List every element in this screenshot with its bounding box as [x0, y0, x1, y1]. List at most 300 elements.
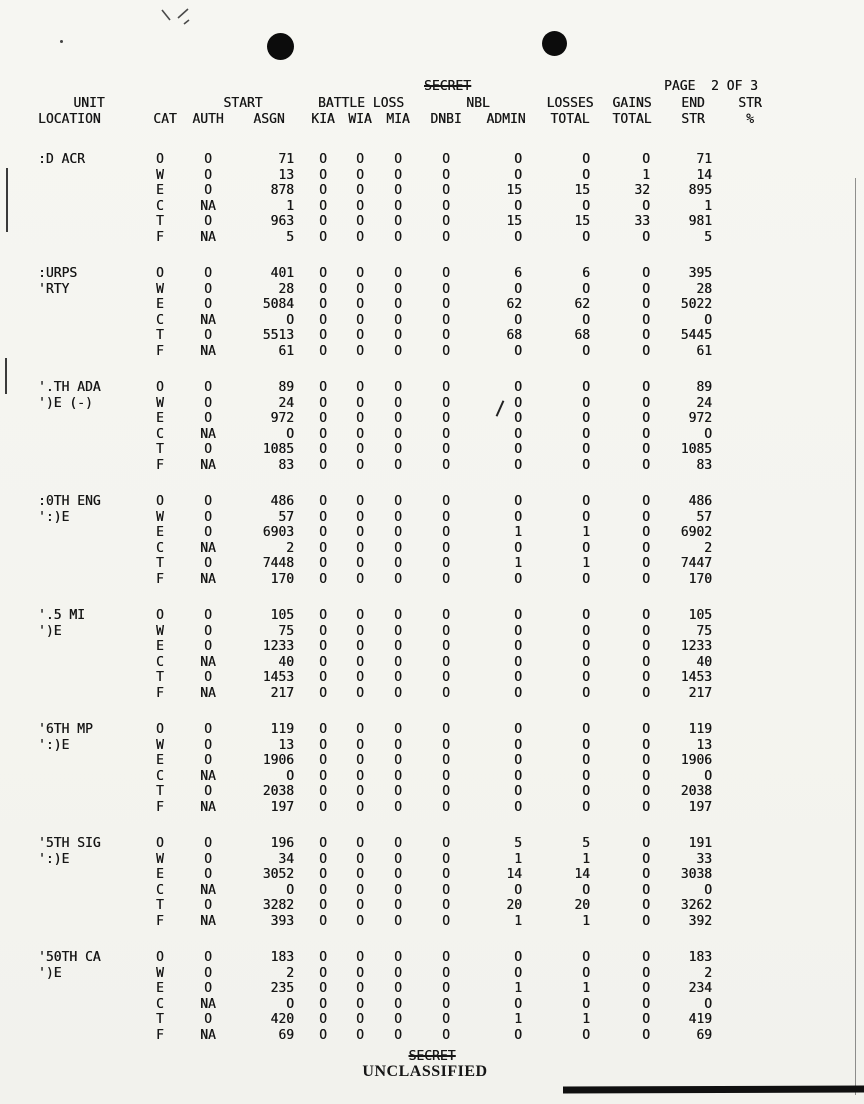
cell-admin: O	[514, 623, 522, 639]
cell-auth: O	[204, 167, 212, 183]
unit-name	[30, 442, 148, 458]
scan-edge-artifact	[6, 168, 8, 232]
cell-wia: O	[356, 198, 364, 214]
cell-dnbi: O	[442, 950, 450, 965]
cell-gains: O	[642, 1027, 650, 1043]
cell-str	[724, 541, 776, 557]
scan-bottom-artifact	[563, 1085, 864, 1093]
cell-mia: O	[394, 571, 402, 587]
cell-losses: 15	[574, 214, 590, 229]
cell-str	[724, 168, 776, 184]
cell-gains: O	[642, 411, 650, 426]
cell-gains: O	[642, 297, 650, 312]
cell-admin: O	[514, 312, 522, 328]
cell-str	[724, 883, 776, 899]
cell-end: 170	[688, 571, 712, 587]
cell-asgn: 1233	[262, 639, 294, 654]
cell-end: 1233	[680, 639, 712, 654]
unit-name	[30, 199, 148, 215]
cell-wia: O	[356, 540, 364, 556]
cell-auth: O	[204, 328, 212, 343]
cell-wia: O	[356, 297, 364, 312]
cell-cat: C	[156, 198, 164, 214]
cell-dnbi: O	[442, 152, 450, 167]
cell-losses: O	[582, 950, 590, 965]
unit-name	[30, 670, 148, 686]
table-row	[30, 168, 810, 184]
cell-kia: O	[319, 996, 327, 1012]
cell-str	[724, 800, 776, 816]
cell-cat: W	[156, 737, 164, 753]
cell-auth: NA	[200, 882, 216, 898]
unit-name	[30, 230, 148, 246]
cell-asgn: 57	[278, 509, 294, 525]
col-str-pct: %	[746, 112, 754, 127]
cell-asgn: 119	[270, 722, 294, 737]
table-row	[30, 230, 810, 246]
cell-asgn: 972	[270, 411, 294, 426]
unit-name	[30, 556, 148, 572]
table-row	[30, 655, 810, 671]
cell-losses: 62	[574, 297, 590, 312]
cell-kia: O	[319, 867, 327, 882]
cell-wia: O	[356, 639, 364, 654]
cell-wia: O	[356, 654, 364, 670]
cell-gains: O	[642, 784, 650, 799]
table-row	[30, 199, 810, 215]
unit-name	[30, 867, 148, 883]
cell-kia: O	[319, 556, 327, 571]
cell-admin: 1	[514, 981, 522, 996]
unit-name: ')E	[38, 965, 62, 981]
cell-asgn: 5513	[262, 328, 294, 343]
col-kia: KIA	[311, 112, 335, 127]
cell-auth: O	[204, 898, 212, 913]
cell-str	[724, 458, 776, 474]
unit-name	[30, 655, 148, 671]
cell-asgn: 217	[270, 685, 294, 701]
table-row	[30, 981, 810, 997]
cell-mia: O	[394, 312, 402, 328]
cell-dnbi: O	[442, 670, 450, 685]
unit-name	[30, 297, 148, 313]
cell-cat: F	[156, 685, 164, 701]
cell-kia: O	[319, 214, 327, 229]
col-dnbi: DNBI	[430, 112, 462, 127]
unit-name	[30, 639, 148, 655]
col-admin: ADMIN	[486, 112, 526, 127]
cell-kia: O	[319, 442, 327, 457]
cell-asgn: 2038	[262, 784, 294, 799]
cell-wia: O	[356, 509, 364, 525]
unit-group	[30, 608, 810, 701]
cell-dnbi: O	[442, 198, 450, 214]
cell-wia: O	[356, 753, 364, 768]
table-row	[30, 753, 810, 769]
cell-losses: 68	[574, 328, 590, 343]
cell-losses: O	[582, 571, 590, 587]
cell-asgn: 71	[278, 152, 294, 167]
hole-punch-icon	[542, 31, 567, 56]
col-group-unit: UNIT	[73, 96, 105, 111]
cell-kia: O	[319, 411, 327, 426]
col-group-str: STR	[738, 96, 762, 111]
cell-wia: O	[356, 571, 364, 587]
table-row	[30, 800, 810, 816]
cell-wia: O	[356, 913, 364, 929]
cell-mia: O	[394, 898, 402, 913]
cell-str	[724, 572, 776, 588]
cell-admin: 62	[506, 297, 522, 312]
cell-losses: 5	[582, 836, 590, 851]
cell-kia: O	[319, 380, 327, 395]
cell-auth: NA	[200, 654, 216, 670]
unit-name: ':)E	[38, 737, 70, 753]
cell-str	[724, 852, 776, 868]
cell-admin: 1	[514, 556, 522, 571]
cell-gains: O	[642, 426, 650, 442]
cell-cat: T	[156, 784, 164, 799]
cell-kia: O	[319, 737, 327, 753]
cell-wia: O	[356, 266, 364, 281]
cell-end: 191	[688, 836, 712, 851]
cell-str	[724, 981, 776, 997]
cell-str	[724, 686, 776, 702]
table-row	[30, 344, 810, 360]
cell-auth: O	[204, 281, 212, 297]
table-row	[30, 380, 810, 396]
cell-cat: T	[156, 1012, 164, 1027]
cell-losses: O	[582, 426, 590, 442]
cell-admin: O	[514, 229, 522, 245]
unit-group	[30, 494, 810, 587]
cell-asgn: O	[286, 768, 294, 784]
cell-dnbi: O	[442, 784, 450, 799]
cell-mia: O	[394, 996, 402, 1012]
cell-kia: O	[319, 950, 327, 965]
cell-wia: O	[356, 898, 364, 913]
cell-asgn: 420	[270, 1012, 294, 1027]
unit-name: '5TH SIG	[38, 836, 101, 851]
cell-kia: O	[319, 898, 327, 913]
cell-kia: O	[319, 851, 327, 867]
cell-asgn: 1906	[262, 753, 294, 768]
cell-admin: O	[514, 343, 522, 359]
cell-mia: O	[394, 950, 402, 965]
cell-dnbi: O	[442, 1027, 450, 1043]
cell-mia: O	[394, 654, 402, 670]
cell-auth: O	[204, 670, 212, 685]
cell-str	[724, 183, 776, 199]
cell-admin: O	[514, 152, 522, 167]
cell-cat: T	[156, 556, 164, 571]
cell-cat: C	[156, 312, 164, 328]
cell-dnbi: O	[442, 608, 450, 623]
scan-edge-artifact	[855, 178, 856, 1095]
cell-asgn: 401	[270, 266, 294, 281]
cell-dnbi: O	[442, 623, 450, 639]
cell-asgn: 183	[270, 950, 294, 965]
cell-auth: O	[204, 442, 212, 457]
cell-str	[724, 396, 776, 412]
cell-admin: 1	[514, 913, 522, 929]
cell-admin: O	[514, 281, 522, 297]
cell-cat: C	[156, 540, 164, 556]
cell-mia: O	[394, 494, 402, 509]
cell-admin: O	[514, 685, 522, 701]
scan-edge-artifact	[5, 358, 7, 394]
cell-str	[724, 784, 776, 800]
cell-admin: O	[514, 608, 522, 623]
cell-mia: O	[394, 167, 402, 183]
table-header-row-2	[30, 112, 810, 128]
cell-asgn: 1	[286, 198, 294, 214]
cell-kia: O	[319, 799, 327, 815]
cell-wia: O	[356, 411, 364, 426]
table-row	[30, 427, 810, 443]
cell-asgn: O	[286, 996, 294, 1012]
cell-cat: E	[156, 753, 164, 768]
cell-asgn: O	[286, 312, 294, 328]
table-row	[30, 836, 810, 852]
cell-asgn: O	[286, 426, 294, 442]
classification-banner-bottom: SECRET	[408, 1049, 456, 1064]
cell-admin: O	[514, 722, 522, 737]
cell-auth: NA	[200, 198, 216, 214]
cell-losses: O	[582, 685, 590, 701]
cell-gains: O	[642, 1012, 650, 1027]
cell-dnbi: O	[442, 836, 450, 851]
cell-cat: T	[156, 328, 164, 343]
cell-losses: 1	[582, 1012, 590, 1027]
cell-mia: O	[394, 1012, 402, 1027]
unit-name	[30, 1012, 148, 1028]
cell-mia: O	[394, 426, 402, 442]
cell-end: 981	[688, 214, 712, 229]
cell-cat: O	[156, 608, 164, 623]
cell-wia: O	[356, 799, 364, 815]
cell-dnbi: O	[442, 395, 450, 411]
table-header-row-1	[30, 96, 810, 112]
cell-cat: C	[156, 654, 164, 670]
cell-dnbi: O	[442, 799, 450, 815]
cell-str	[724, 950, 776, 966]
cell-asgn: 1085	[262, 442, 294, 457]
cell-mia: O	[394, 380, 402, 395]
cell-dnbi: O	[442, 540, 450, 556]
unit-name: :0TH ENG	[38, 494, 101, 509]
cell-gains: O	[642, 198, 650, 214]
cell-cat: C	[156, 882, 164, 898]
cell-cat: E	[156, 981, 164, 996]
cell-auth: NA	[200, 312, 216, 328]
cell-losses: O	[582, 737, 590, 753]
cell-losses: O	[582, 457, 590, 473]
cell-gains: O	[642, 737, 650, 753]
table-row	[30, 624, 810, 640]
cell-end: O	[704, 882, 712, 898]
cell-wia: O	[356, 426, 364, 442]
cell-cat: C	[156, 768, 164, 784]
cell-mia: O	[394, 457, 402, 473]
cell-asgn: 40	[278, 654, 294, 670]
cell-kia: O	[319, 328, 327, 343]
cell-losses: O	[582, 198, 590, 214]
cell-admin: O	[514, 395, 522, 411]
cell-kia: O	[319, 623, 327, 639]
cell-kia: O	[319, 198, 327, 214]
unit-name	[30, 572, 148, 588]
cell-end: 486	[688, 494, 712, 509]
cell-str	[724, 1028, 776, 1044]
cell-gains: O	[642, 395, 650, 411]
cell-str	[724, 867, 776, 883]
cell-end: 217	[688, 685, 712, 701]
unit-name	[30, 168, 148, 184]
cell-kia: O	[319, 525, 327, 540]
cell-dnbi: O	[442, 722, 450, 737]
cell-auth: NA	[200, 540, 216, 556]
cell-wia: O	[356, 784, 364, 799]
cell-auth: O	[204, 214, 212, 229]
cell-str	[724, 282, 776, 298]
cell-str	[724, 722, 776, 738]
table-row	[30, 396, 810, 412]
unit-name	[30, 1028, 148, 1044]
cell-str	[724, 639, 776, 655]
cell-end: 13	[696, 737, 712, 753]
unit-name	[30, 914, 148, 930]
cell-kia: O	[319, 266, 327, 281]
cell-kia: O	[319, 639, 327, 654]
cell-end: 105	[688, 608, 712, 623]
table-row	[30, 510, 810, 526]
unit-name	[30, 784, 148, 800]
cell-losses: O	[582, 768, 590, 784]
cell-admin: O	[514, 882, 522, 898]
table-row	[30, 914, 810, 930]
table-row	[30, 556, 810, 572]
col-group-battle-loss: BATTLE LOSS	[317, 96, 405, 111]
cell-auth: NA	[200, 229, 216, 245]
unit-name	[30, 183, 148, 199]
cell-gains: O	[642, 799, 650, 815]
cell-dnbi: O	[442, 312, 450, 328]
cell-auth: O	[204, 411, 212, 426]
unit-name	[30, 313, 148, 329]
cell-str	[724, 997, 776, 1013]
cell-str	[724, 442, 776, 458]
cell-asgn: 2	[286, 540, 294, 556]
cell-mia: O	[394, 768, 402, 784]
cell-mia: O	[394, 266, 402, 281]
cell-end: 2038	[680, 784, 712, 799]
cell-kia: O	[319, 722, 327, 737]
cell-mia: O	[394, 556, 402, 571]
cell-gains: O	[642, 343, 650, 359]
cell-admin: 1	[514, 851, 522, 867]
cell-end: 183	[688, 950, 712, 965]
cell-mia: O	[394, 198, 402, 214]
cell-end: O	[704, 768, 712, 784]
cell-kia: O	[319, 281, 327, 297]
cell-end: 392	[688, 913, 712, 929]
cell-wia: O	[356, 167, 364, 183]
cell-auth: O	[204, 494, 212, 509]
cell-wia: O	[356, 343, 364, 359]
table-row	[30, 541, 810, 557]
cell-wia: O	[356, 229, 364, 245]
cell-asgn: 3282	[262, 898, 294, 913]
cell-mia: O	[394, 670, 402, 685]
cell-wia: O	[356, 442, 364, 457]
cell-losses: O	[582, 882, 590, 898]
cell-str	[724, 427, 776, 443]
cell-str	[724, 199, 776, 215]
cell-gains: O	[642, 380, 650, 395]
cell-mia: O	[394, 867, 402, 882]
table-row	[30, 266, 810, 282]
unit-name: :URPS	[38, 266, 78, 281]
cell-wia: O	[356, 525, 364, 540]
cell-cat: W	[156, 281, 164, 297]
cell-gains: 33	[634, 214, 650, 229]
unit-group	[30, 152, 810, 245]
cell-dnbi: O	[442, 380, 450, 395]
cell-auth: O	[204, 266, 212, 281]
cell-str	[724, 411, 776, 427]
cell-losses: O	[582, 965, 590, 981]
cell-mia: O	[394, 1027, 402, 1043]
cell-cat: O	[156, 152, 164, 167]
unit-name: 'RTY	[38, 281, 70, 297]
table-body	[30, 152, 810, 1064]
cell-cat: F	[156, 799, 164, 815]
cell-auth: O	[204, 183, 212, 198]
ink-speck	[60, 40, 63, 43]
cell-asgn: 2	[286, 965, 294, 981]
cell-asgn: 235	[270, 981, 294, 996]
cell-cat: E	[156, 639, 164, 654]
cell-kia: O	[319, 343, 327, 359]
cell-cat: F	[156, 229, 164, 245]
cell-gains: O	[642, 654, 650, 670]
cell-str	[724, 525, 776, 541]
cell-end: 1085	[680, 442, 712, 457]
cell-auth: O	[204, 981, 212, 996]
cell-cat: W	[156, 965, 164, 981]
cell-asgn: 75	[278, 623, 294, 639]
table-row	[30, 297, 810, 313]
cell-asgn: 13	[278, 167, 294, 183]
cell-cat: E	[156, 297, 164, 312]
cell-dnbi: O	[442, 266, 450, 281]
cell-auth: O	[204, 297, 212, 312]
cell-losses: O	[582, 670, 590, 685]
cell-auth: O	[204, 623, 212, 639]
cell-auth: O	[204, 867, 212, 882]
cell-admin: O	[514, 639, 522, 654]
cell-mia: O	[394, 836, 402, 851]
cell-gains: O	[642, 965, 650, 981]
col-group-nbl: NBL	[466, 96, 490, 111]
cell-admin: O	[514, 996, 522, 1012]
cell-str	[724, 738, 776, 754]
cell-admin: O	[514, 1027, 522, 1043]
cell-gains: O	[642, 685, 650, 701]
cell-admin: 14	[506, 867, 522, 882]
cell-wia: O	[356, 1027, 364, 1043]
